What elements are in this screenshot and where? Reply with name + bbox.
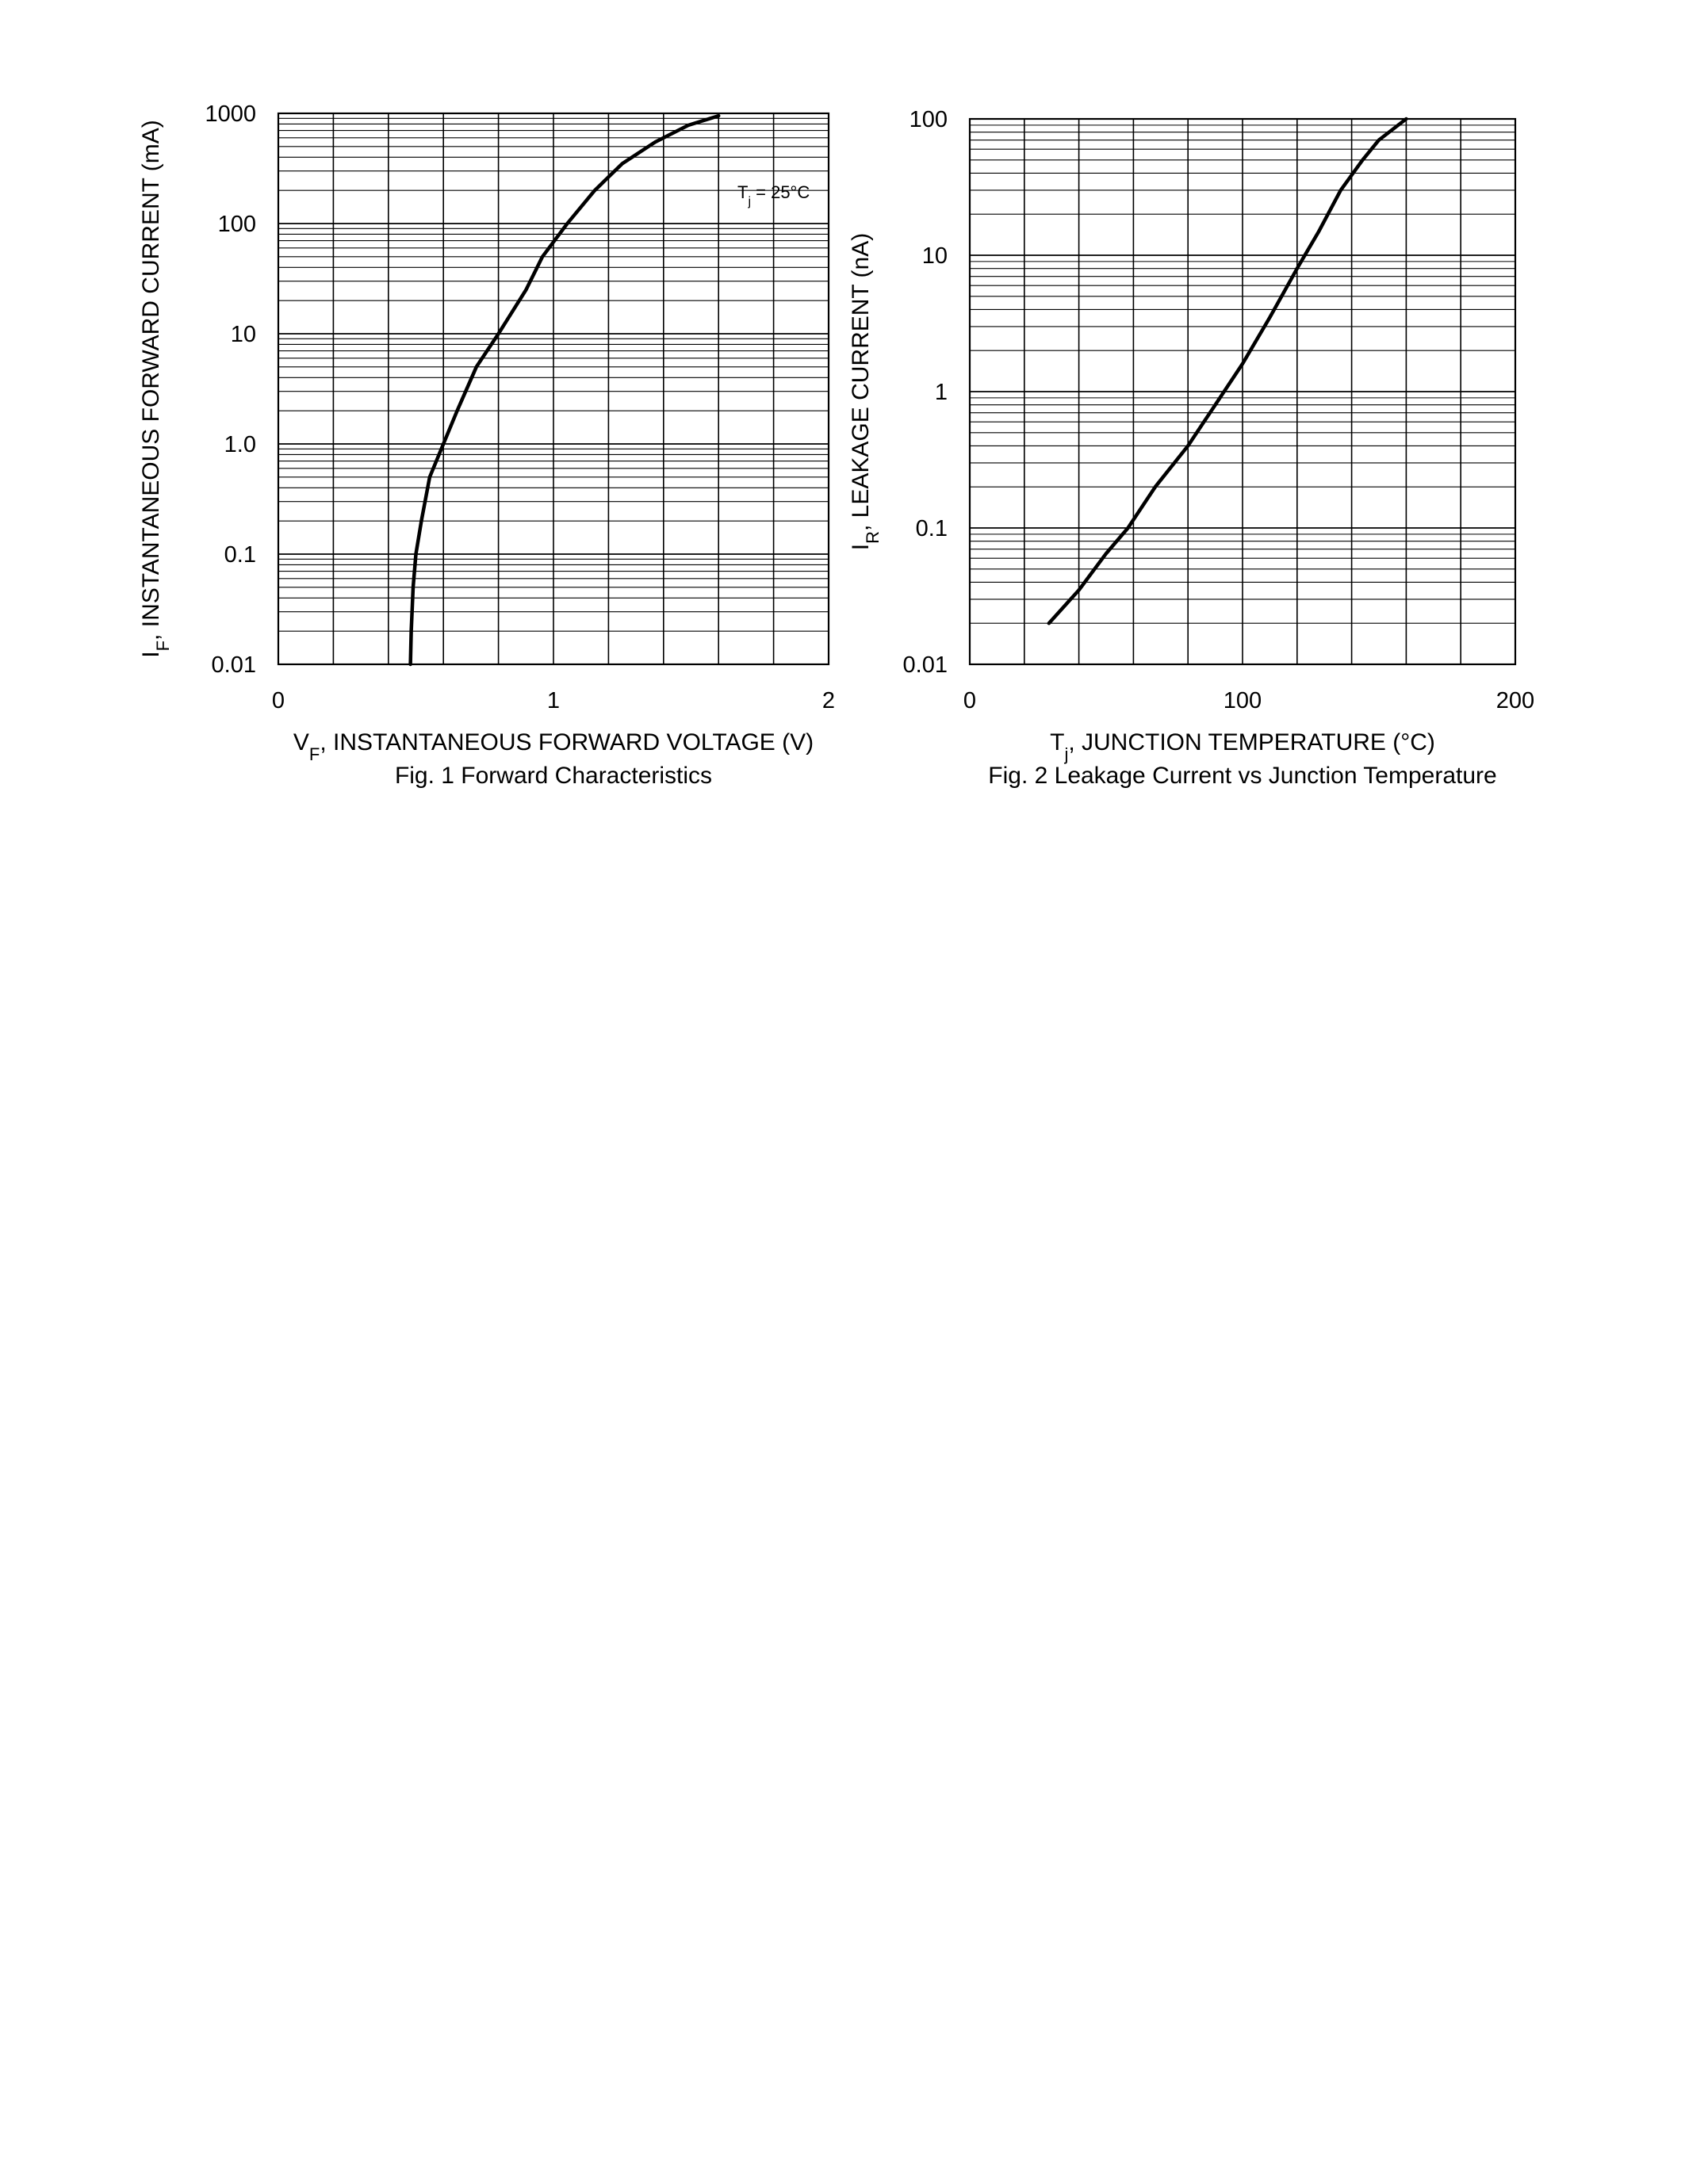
- y-tick-label: 10: [230, 322, 256, 347]
- x-label-main: V: [293, 729, 309, 755]
- y-tick-label: 1: [934, 380, 948, 405]
- x-tick-label: 0: [963, 688, 977, 713]
- leakage-chart-ticks: [903, 107, 1535, 713]
- x-tick-label: 2: [821, 688, 836, 713]
- x-label-rest: , JUNCTION TEMPERATURE (°C): [1068, 729, 1435, 755]
- y-label-main: I: [848, 543, 874, 551]
- y-tick-label: 0.1: [224, 542, 256, 568]
- x-tick-label: 0: [271, 688, 285, 713]
- y-tick-label: 0.1: [915, 516, 948, 541]
- y-tick-label: 0.01: [902, 652, 948, 678]
- forward-chart-x-axis-label: [293, 729, 814, 764]
- y-tick-label: 1.0: [224, 432, 256, 457]
- y-label-subscript: F: [152, 640, 173, 652]
- x-label-subscript: j: [1064, 744, 1069, 764]
- x-tick-label: 200: [1495, 688, 1535, 713]
- x-label-subscript: F: [308, 744, 320, 764]
- x-tick-label: 100: [1223, 688, 1262, 713]
- series-line: [1049, 119, 1407, 623]
- y-tick-label: 0.01: [211, 652, 256, 678]
- annotation-rest: = 25°C: [751, 182, 810, 202]
- x-tick-label: 1: [546, 688, 561, 713]
- y-tick-label: 1000: [205, 101, 256, 127]
- leakage-chart-series: [1049, 119, 1407, 623]
- forward-characteristics-chart: [138, 101, 835, 789]
- annotation-main: T: [737, 182, 749, 202]
- leakage-chart-grid: [970, 119, 1515, 664]
- y-tick-label: 100: [909, 107, 948, 132]
- leakage-chart-caption: Fig. 2 Leakage Current vs Junction Temperature: [988, 763, 1497, 789]
- forward-chart-series: [411, 116, 719, 664]
- annotation-subscript: j: [748, 194, 752, 208]
- series-line: [411, 116, 719, 664]
- x-label-rest: , INSTANTANEOUS FORWARD VOLTAGE (V): [320, 729, 814, 755]
- y-label-rest: , INSTANTANEOUS FORWARD CURRENT (mA): [138, 120, 164, 641]
- y-label-subscript: R: [862, 530, 883, 544]
- leakage-chart-y-axis-label: [848, 233, 883, 550]
- forward-chart-caption: Fig. 1 Forward Characteristics: [394, 763, 713, 789]
- y-tick-label: 100: [217, 212, 256, 237]
- x-label-main: T: [1050, 729, 1065, 755]
- y-tick-label: 10: [921, 243, 948, 269]
- leakage-current-chart: [848, 107, 1534, 789]
- y-label-rest: , LEAKAGE CURRENT (nA): [848, 232, 874, 531]
- leakage-chart-x-axis-label: [1050, 729, 1435, 764]
- y-label-main: I: [138, 651, 164, 658]
- forward-chart-y-axis-label: [138, 120, 173, 657]
